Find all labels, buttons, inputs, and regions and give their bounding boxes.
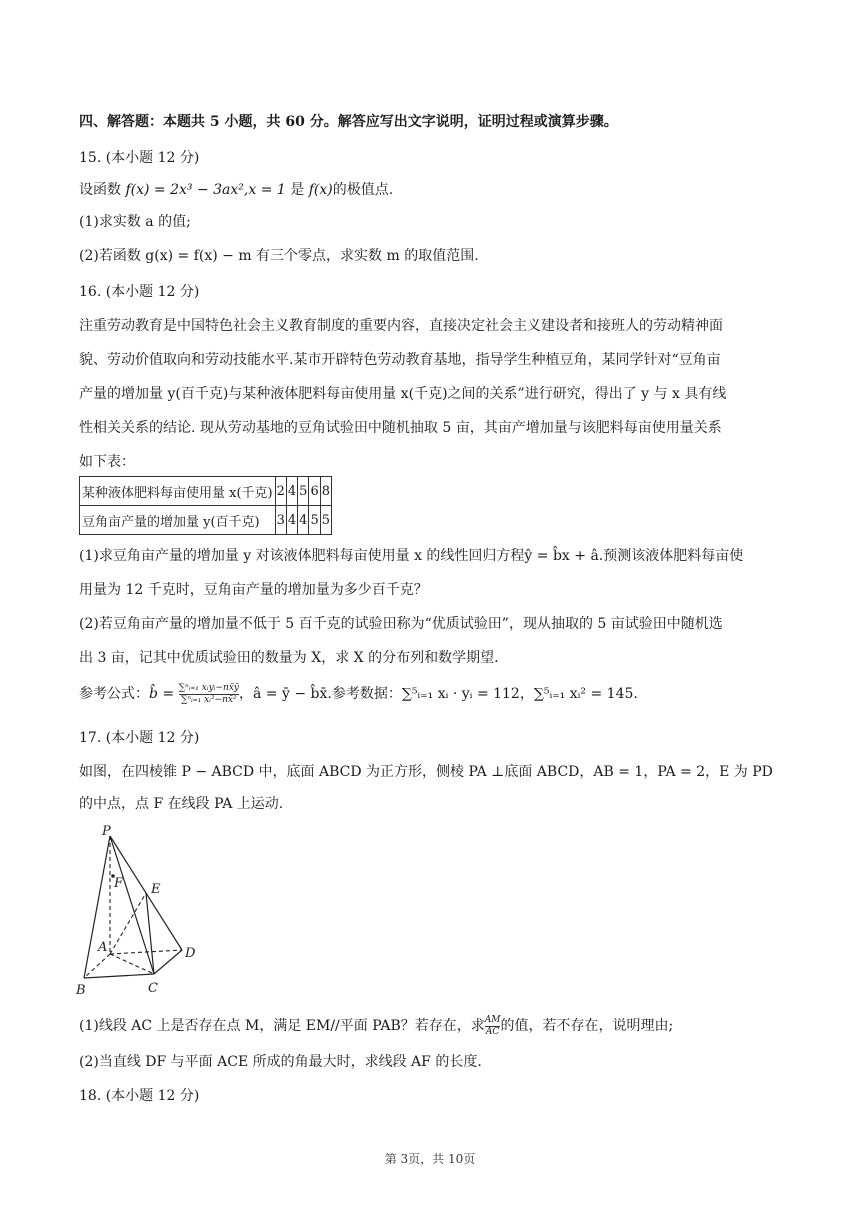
q15-part1: (1)求实数 a 的值; (79, 214, 191, 230)
q17-part1 (79, 1014, 673, 1038)
table-cell: 5 (309, 506, 320, 535)
page-footer: 第 3页，共 10页 (384, 1152, 476, 1166)
q15-stem-fx: f(x) (308, 182, 333, 198)
edge-BC (84, 974, 154, 978)
table-cell: 4 (298, 506, 309, 535)
q17-title: 17. (本小题 12 分) (79, 730, 200, 746)
label-B: B (76, 983, 86, 998)
q17-line2: 的中点，点 F 在线段 PA 上运动. (79, 796, 284, 812)
q15-title: 15. (本小题 12 分) (79, 150, 200, 166)
table-row1-label: 某种液体肥料每亩使用量 x(千克) (80, 477, 276, 506)
q16-part2-line2: 出 3 亩，记其中优质试验田的数量为 X，求 X 的分布列和数学期望. (79, 650, 499, 666)
q15-stem-f: f(x) = 2x³ − 3ax²,x = 1 (125, 182, 286, 198)
q15-stem (79, 180, 393, 200)
q17-frac-num: AM (484, 1014, 501, 1025)
ref-numerator: ∑ⁿᵢ₌₁ xᵢyᵢ−nx̄ȳ (178, 682, 239, 693)
table-cell: 8 (320, 477, 331, 506)
table-cell: 2 (275, 477, 286, 506)
q16-title: 16. (本小题 12 分) (79, 284, 200, 300)
q16-part1-line2: 用量为 12 千克时，豆角亩产量的增加量为多少百千克？ (79, 582, 428, 598)
ref-fraction (179, 683, 239, 706)
q16-line1: 注重劳动教育是中国特色社会主义教育制度的重要内容，直接决定社会主义建设者和接班人的劳动精神面 (79, 318, 723, 334)
q15-stem-a: 设函数 (79, 182, 126, 198)
q16-part2-line1: (2)若豆角亩产量的增加量不低于 5 百千克的试验田称为“优质试验田”，现从抽取的 5 亩试验田中随机选 (79, 616, 723, 632)
edge-CD (154, 950, 182, 974)
label-D: D (185, 946, 196, 961)
q16-part1-line1: (1)求豆角亩产量的增加量 y 对该液体肥料每亩使用量 x 的线性回归方程ŷ = b̂x + â.预测该液体肥料每亩使 (79, 548, 744, 564)
q15-stem-b: 是 (285, 182, 309, 198)
q17-part2: (2)当直线 DF 与平面 ACE 所成的角最大时，求线段 AF 的长度. (79, 1054, 482, 1070)
table-row (80, 477, 332, 506)
edge-AE (110, 893, 146, 954)
q15-part2: (2)若函数 g(x) = f(x) − m 有三个零点，求实数 m 的取值范围. (79, 248, 479, 264)
ref-denominator: ∑ⁿᵢ₌₁ xᵢ²−nx̄² (180, 694, 237, 705)
label-C: C (148, 981, 158, 996)
q16-reference (79, 682, 638, 706)
ref-label: 参考公式： (79, 686, 149, 702)
pyramid-figure (72, 824, 212, 1000)
label-A: A (98, 940, 108, 955)
table-cell: 4 (286, 477, 297, 506)
q17-frac-den: AC (485, 1026, 500, 1037)
q17-part1-fraction (485, 1015, 501, 1038)
table-cell: 5 (320, 506, 331, 535)
ref-b-hat: b̂ = (149, 686, 175, 702)
q15-stem-c: 的极值点. (332, 182, 394, 198)
table-row (80, 506, 332, 535)
q18-title: 18. (本小题 12 分) (79, 1088, 200, 1104)
q16-line4: 性相关关系的结论. 现从劳动基地的豆角试验田中随机抽取 5 亩，其亩产增加量与该肥料每亩使用量关系 (79, 420, 722, 436)
edge-PB (84, 836, 110, 978)
q16-line5: 如下表： (79, 454, 135, 470)
q16-line2: 貌、劳动价值取向和劳动技能水平.某市开辟特色劳动教育基地，指导学生种植豆角，某同学针对“豆角亩 (79, 352, 721, 368)
ref-rest: ，â = ȳ − b̂x̄.参考数据：∑⁵ᵢ₌₁ xᵢ · yᵢ = 112，∑⁵ᵢ₌₁ xᵢ² = 145. (239, 686, 638, 702)
q17-line1: 如图，在四棱锥 P − ABCD 中，底面 ABCD 为正方形，侧棱 PA ⊥底面 ABCD，AB = 1，PA = 2，E 为 PD (79, 764, 773, 780)
q16-line3: 产量的增加量 y(百千克)与某种液体肥料每亩使用量 x(千克)之间的关系”进行研究，得出了 y 与 x 具有线 (79, 386, 727, 402)
table-cell: 5 (298, 477, 309, 506)
table-cell: 6 (309, 477, 320, 506)
table-cell: 4 (286, 506, 297, 535)
data-table (79, 476, 332, 535)
table-row2-label: 豆角亩产量的增加量 y(百千克) (80, 506, 276, 535)
label-P: P (102, 824, 111, 839)
label-E: E (151, 882, 161, 897)
q17-part1-a: (1)线段 AC 上是否存在点 M，满足 EM//平面 PAB？若存在，求 (79, 1018, 485, 1034)
label-F: F (114, 876, 124, 891)
q17-part1-b: 的值，若不存在，说明理由; (500, 1018, 674, 1034)
edge-AC (110, 954, 154, 974)
section-header: 四、解答题：本题共 5 小题，共 60 分。解答应写出文字说明，证明过程或演算步骤。 (79, 114, 618, 130)
table-cell: 3 (275, 506, 286, 535)
